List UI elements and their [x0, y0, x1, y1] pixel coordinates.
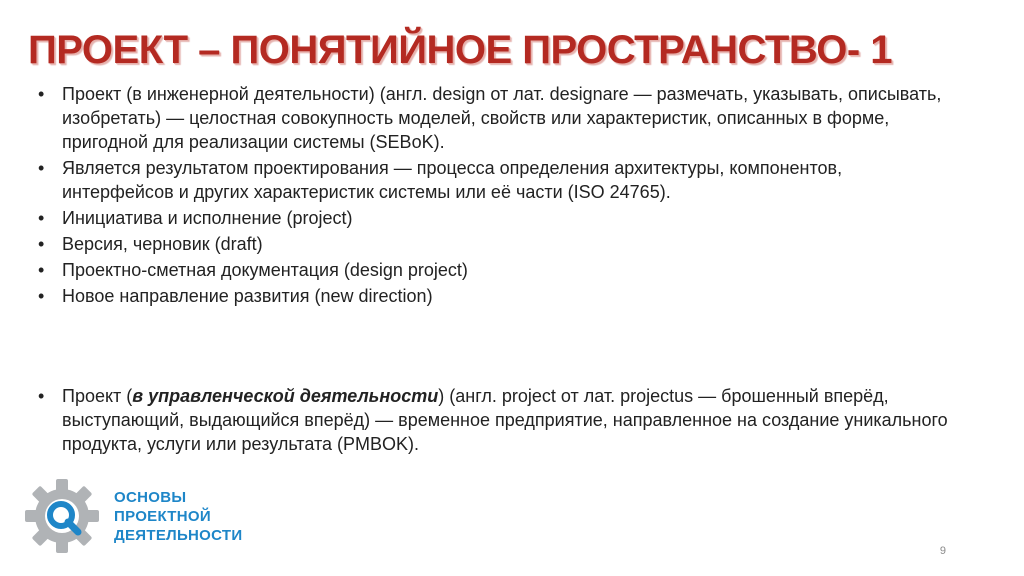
logo-line: ПРОЕКТНОЙ [114, 507, 211, 525]
list-item [36, 82, 956, 154]
bullet-text-suffix: ) (англ. project от лат. projectus — брошенный вперёд, выступающий, выдающийся вперёд) — временное предприятие, направленное на создание уникального продукта, услуги или результата (PMBOK). [62, 386, 948, 454]
logo-line: ДЕЯТЕЛЬНОСТИ [114, 526, 243, 544]
bullet-dot: • [38, 234, 45, 254]
bullet-text: Новое направление развития (new direction) [62, 286, 433, 306]
bullet-dot: • [38, 208, 45, 228]
bullet-dot: • [38, 286, 45, 306]
bullet-list-engineering [36, 82, 956, 310]
bullet-dot: • [38, 84, 45, 104]
logo-line: ОСНОВЫ [114, 488, 187, 506]
logo-text [114, 488, 242, 545]
bullet-dot: • [38, 260, 45, 280]
page-number: 9 [939, 545, 946, 557]
list-item [36, 384, 956, 456]
bullet-text: Версия, черновик (draft) [62, 234, 263, 254]
bullet-text: Проектно-сметная документация (design project) [62, 260, 468, 280]
bullet-dot: • [38, 158, 45, 178]
bullet-text: Проект (в инженерной деятельности) (англ. design от лат. designare — размечать, указывать, описывать, изобретать) — целостная совокупность моделей, свойств или характеристик, описанных в форме, пригодной для реализации системы (SEBoK). [62, 84, 942, 152]
bullet-text: Является результатом проектирования — процесса определения архитектуры, компонентов, интерфейсов и других характеристик системы или её части (ISO 24765). [62, 158, 843, 202]
bullet-dot: • [38, 386, 45, 406]
gear-magnifier-icon [24, 478, 100, 554]
course-logo [24, 478, 242, 554]
list-item [36, 258, 956, 282]
bullet-text-emphasis: в управленческой деятельности [132, 386, 439, 406]
list-item [36, 232, 956, 256]
bullet-text-prefix: Проект ( [62, 386, 133, 406]
bullet-text: Инициатива и исполнение (project) [62, 208, 353, 228]
slide-title: ПРОЕКТ – ПОНЯТИЙНОЕ ПРОСТРАНСТВО- 1 [28, 28, 893, 72]
bullet-list-management [36, 384, 956, 458]
list-item [36, 206, 956, 230]
list-item [36, 156, 956, 204]
list-item [36, 284, 956, 308]
